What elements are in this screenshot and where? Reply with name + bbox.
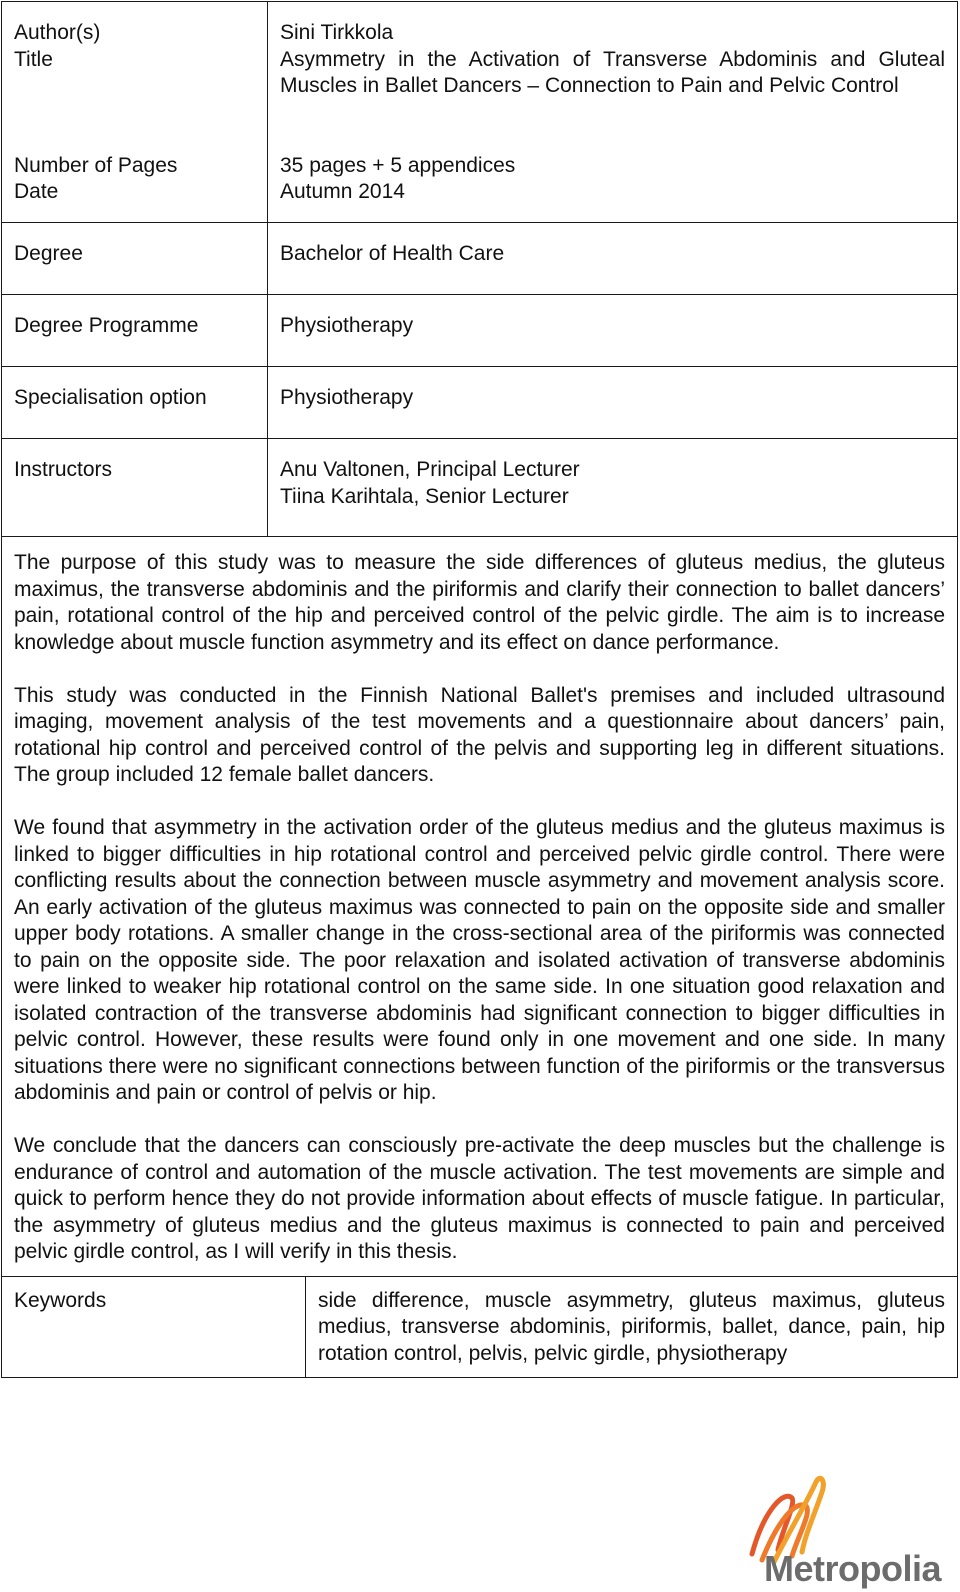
- title-label: Title: [14, 47, 53, 71]
- programme-value: Physiotherapy: [280, 314, 414, 337]
- specialisation-label: Specialisation option: [2, 367, 268, 438]
- keywords-label: Keywords: [2, 1277, 306, 1378]
- keywords-value: side difference, muscle asymmetry, gluteus maximus, gluteus medius, transverse abdominis, piriformis, ballet, dance, pain, hip rotation control, pelvis, pelvic girdle, physiotherapy: [318, 1288, 945, 1365]
- pages-label: Number of Pages: [14, 153, 178, 177]
- title-value: Asymmetry in the Activation of Transverse Abdominis and Gluteal Muscles in Ballet Dancers – Connection to Pain and Pelvic Control: [280, 47, 945, 97]
- degree-value: Bachelor of Health Care: [280, 242, 505, 265]
- abstract-paragraph-1: The purpose of this study was to measure the side differences of gluteus medius, the gluteus maximus, the transverse abdominis and the piriformis and clarify their connection to ballet dancers’ pain, rotational control of the hip and perceived control of the pelvic girdle. The aim is to increase knowledge about muscle function asymmetry and its effect on dance performance.: [14, 551, 945, 654]
- row-author-title-pages-date: [2, 2, 957, 223]
- instructors-value: [268, 439, 957, 536]
- logo-swoosh-1: [752, 1496, 793, 1554]
- pages-value: 35 pages + 5 appendices: [280, 153, 516, 177]
- row-degree: [2, 223, 957, 295]
- instructors-label: Instructors: [2, 439, 268, 536]
- date-value: Autumn 2014: [280, 180, 405, 203]
- instructor-2: Tiina Karihtala, Senior Lecturer: [280, 484, 569, 508]
- abstract-paragraph-3: We found that asymmetry in the activation order of the gluteus medius and the gluteus maximus is linked to bigger difficulties in hip rotational control and perceived pelvic girdle control. There were conflicting results about the connection between muscle asymmetry and movement analysis score. An early activation of the gluteus maximus was connected to pain on the opposite side and smaller upper body rotations. A smaller change in the cross-sectional area of the piriformis was connected to pain on the opposite side. The poor relaxation and isolated activation of transverse abdominis were linked to weaker hip rotational control on the same side. In one situation good relaxation and isolated contraction of the transverse abdominis had significant connection to bigger difficulties in pelvic control. However, these results were found only in one movement and one side. In many situations there were no significant connections between function of the piriformis or the transversus abdominis and pain or control of pelvis or hip.: [14, 816, 945, 1104]
- author-label: Author(s): [14, 21, 101, 44]
- label-column: [2, 2, 268, 222]
- abstract-body: [2, 537, 957, 1277]
- programme-label: Degree Programme: [2, 295, 268, 366]
- value-column: [268, 2, 957, 222]
- date-label: Date: [14, 180, 59, 203]
- row-programme: [2, 295, 957, 367]
- row-instructors: [2, 439, 957, 537]
- specialisation-value: Physiotherapy: [280, 386, 414, 409]
- abstract-paragraph-4: We conclude that the dancers can consciously pre-activate the deep muscles but the challenge is endurance of control and automation of the muscle activation. The test movements are simple and quick to perform hence they do not provide information about effects of muscle fatigue. In particular, the asymmetry of gluteus medius and the gluteus maximus is connected to pain and perceived pelvic girdle control, as I will verify in this thesis.: [14, 1134, 945, 1263]
- row-specialisation: [2, 367, 957, 439]
- instructor-1: Anu Valtonen, Principal Lecturer: [280, 458, 580, 481]
- metropolia-wordmark: Metropolia: [764, 1548, 942, 1589]
- author-value: Sini Tirkkola: [280, 21, 394, 44]
- degree-label: Degree: [2, 223, 268, 294]
- abstract-sheet: [1, 1, 958, 1378]
- row-keywords: [2, 1277, 957, 1378]
- abstract-paragraph-2: This study was conducted in the Finnish National Ballet's premises and included ultrasound imaging, movement analysis of the test movements and a questionnaire about dancers’ pain, rotational hip control and perceived control of the pelvis and supporting leg in different situations. The group included 12 female ballet dancers.: [14, 683, 945, 786]
